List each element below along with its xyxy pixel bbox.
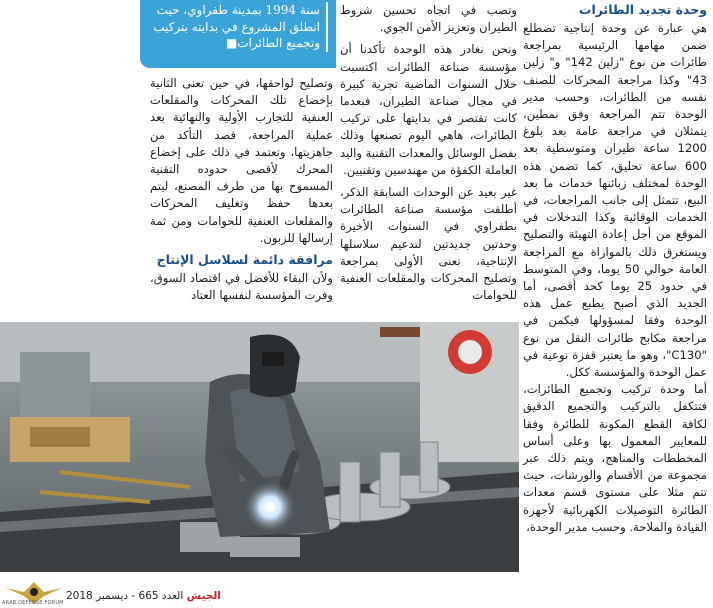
middle-column [340, 2, 517, 304]
forum-caption: ARAB DEFENSE FORUM [2, 600, 64, 606]
footer-brand: الجيش [186, 590, 221, 602]
article-paragraph: ونحن نغادر هذه الوحدة تأكدنا أن مؤسسة صناعة الطائرات اكتسبت خلال السنوات الماضية تجربة كبيرة في مجال صناعة الطيران، فبعدما كانت تقتصر في بدايتها على تركيب الطائرات، هاهي اليوم تصنعها وذلك بفضل الوسائل والمعدات التقنية واليد العاملة الكفؤة من مهندسين وتقنيين. [340, 42, 517, 177]
article-paragraph: غير بعيد عن الوحدات السابقة الذكر، أطلقت مؤسسة صناعة الطائرات بطفراوي في السنوات الأخيرة وحدتين جديدتين لتدعيم سلاسلها الإنتاجية، تعنى الأولى بمراجعة وتصليح المحركات والمقلعات العنفية للحوامات [340, 185, 517, 303]
left-column [150, 75, 333, 304]
section-heading-production-lines: مرافقة دائمة لسلاسل الإنتاج [156, 252, 333, 268]
article-paragraph: وتصب في اتجاه تحسين شروط الطيران وتعزيز الأمن الجوي. [340, 3, 517, 35]
section-heading-aircraft-renewal: وحدة تجديد الطائرات [578, 2, 707, 17]
article-paragraph: وتصليح لواحقها، في حين تعنى الثانية بإخضاع تلك المحركات والمقلعات العنفية للتجارب الأولية والنهائية بعد عملية المراجعة، قصد التأكد من جاهزيتها، وتعتمد في ذلك على إخضاع المحرك لأقصى حدوده التقنية المسموح بها من طرف المصنع، ليتم بعدها حفظ وتغليف المحركات والمقلعات العنفية للحوامات ومن ثمة إرسالها للزبون. [150, 76, 333, 245]
highlight-box [140, 0, 336, 68]
footer-issue-line [66, 590, 221, 602]
footer-issue: العدد 665 - ديسمبر 2018 [66, 590, 184, 602]
right-column [523, 2, 707, 536]
welder-illustration [0, 322, 519, 572]
highlight-text: سنة 1994 بمدينة طفراوي، حيث انطلق المشروع في بدايته بتركيب وتجميع الطائرات■ [148, 2, 328, 52]
workshop-photo [0, 322, 519, 572]
article-paragraph: هي عبارة عن وحدة إنتاجية تضطلع ضمن مهامها الرئيسية بمراجعة طائرات من نوع "زلين 142" و" زلين 43" وكذا مراجعة المحركات للصنف نفسه من الطائرات، وحسب مدير الوحدة تتم المراجعة وفق نمطين، يتمثلان في مراجعة عامة بعد بلوغ 1200 ساعة طيران ومتوسطية بعد 600 ساعة تحليق، كما تضمن هذه الوحدة لمختلف زبائنها خدمات ما بعد البيع، تتمثل إلى جانب المراجعات، في الخدمات الوقائية وكذا التدخلات في الموقع من أجل إعادة التهيئة والتصليح ويستغرق ذلك بالموازاة مع المراجعة العامة حوالي 50 يوما، وفي المتوسط في حدود 25 يوما كحد أقصى، أما الجديد الذي أصبح يطبع عمل هذه الوحدة وفقا لمسؤولها فيكمن في مراجعة مكابح طائرات النقل من نوع "C130"، وهو ما يعتبر قفزة نوعية في عمل الوحدة والمؤسسة ككل. [523, 21, 708, 380]
article-paragraph: ولأن البقاء للأفضل في اقتصاد السوق، وفرت المؤسسة لنفسها العتاد [150, 271, 333, 303]
article-paragraph: أما وحدة تركيب وتجميع الطائرات، فتتكفل بالتركيب والتجميع الدقيق لكافة القطع المكونة للطائرة وفقا للمعايير المعمول بها وعلى أساس المخططات والمناهج، ويتم ذلك عبر مجموعة من الأقسام والورشات، حيث تتم مثلا على مستوى قسم معدات الطائرة التوصيلات الكهربائية لأجهزة القيادة والملاحة. وحسب مدير الوحدة، [523, 382, 707, 534]
